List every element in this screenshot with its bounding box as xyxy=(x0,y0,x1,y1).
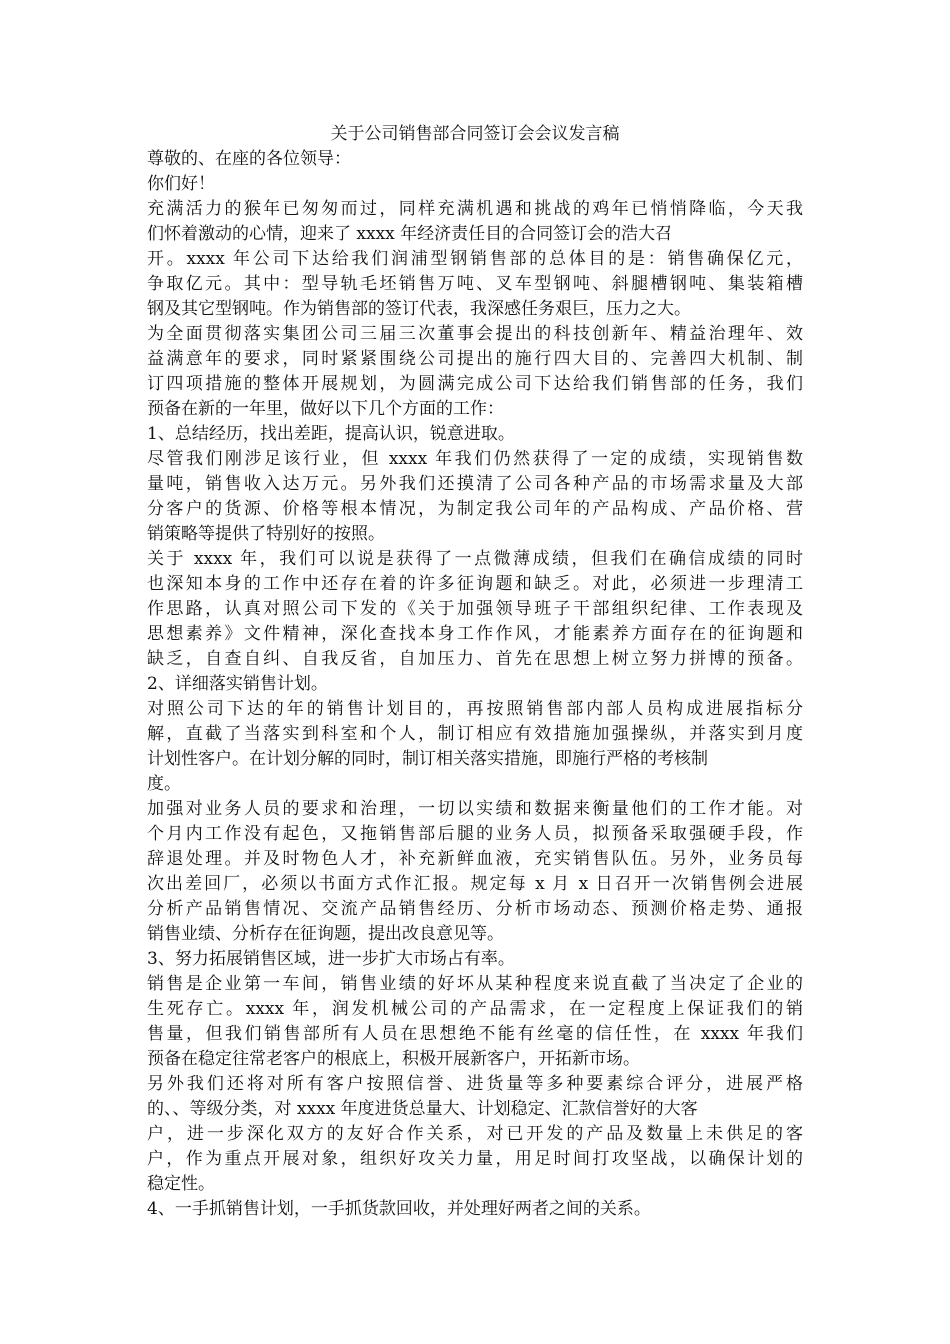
text-line: 益满意年的要求，同时紧紧围绕公司提出的施行四大目的、完善四大机制、制 xyxy=(147,349,803,369)
text-line: 也深知本身的工作中还存在着的许多征询题和缺乏。对此，必须进一步理清工 xyxy=(147,574,803,594)
text-line: 2、详细落实销售计划。 xyxy=(147,674,328,694)
text-line: 预备在新的一年里，做好以下几个方面的工作： xyxy=(147,399,504,419)
text-line: 量吨，销售收入达万元。另外我们还摸清了公司各种产品的市场需求量及大部 xyxy=(147,474,803,494)
text-line: 次出差回厂，必须以书面方式作汇报。规定每 x 月 x 日召开一次销售例会进展 xyxy=(147,874,803,894)
text-line: 尽管我们刚涉足该行业，但 xxxx 年我们仍然获得了一定的成绩，实现销售数 xyxy=(147,449,803,469)
text-line: 为全面贯彻落实集团公司三届三次董事会提出的科技创新年、精益治理年、效 xyxy=(147,324,803,344)
text-line: 个月内工作没有起色，又拖销售部后腿的业务人员，拟预备采取强硬手段，作 xyxy=(147,824,803,844)
document-title: 关于公司销售部合同签订会会议发言稿 xyxy=(330,124,620,144)
text-line: 售量，但我们销售部所有人员在思想绝不能有丝毫的信任性，在 xxxx 年我们 xyxy=(147,1024,803,1044)
text-line: 争取亿元。其中：型导轨毛坯销售万吨、叉车型钢吨、斜腿槽钢吨、集装箱槽 xyxy=(147,274,803,294)
text-line: 辞退处理。并及时物色人才，补充新鲜血液，充实销售队伍。另外，业务员每 xyxy=(147,849,803,869)
text-line: 开。xxxx 年公司下达给我们润浦型钢销售部的总体目的是：销售确保亿元， xyxy=(147,249,803,269)
text-line: 思想素养》文件精神，深化查找本身工作作风，才能素养方面存在的征询题和 xyxy=(147,624,803,644)
text-line: 加强对业务人员的要求和治理，一切以实绩和数据来衡量他们的工作才能。对 xyxy=(147,799,803,819)
text-line: 订四项措施的整体开展规划，为圆满完成公司下达给我们销售部的任务，我们 xyxy=(147,374,803,394)
text-line: 3、努力拓展销售区域，进一步扩大市场占有率。 xyxy=(147,949,515,969)
text-line: 们怀着激动的心情，迎来了 xxxx 年经济责任目的合同签订会的浩大召 xyxy=(147,224,673,244)
text-line: 1、总结经历，找出差距，提高认识，锐意进取。 xyxy=(147,424,515,444)
text-line: 的、、等级分类，对 xxxx 年度进货总量大、计划稳定、汇款信誉好的大客 xyxy=(147,1099,698,1119)
text-line: 户，进一步深化双方的友好合作关系，对已开发的产品及数量上未供足的客 xyxy=(147,1124,803,1144)
text-line: 作思路，认真对照公司下发的《关于加强领导班子干部组织纪律、工作表现及 xyxy=(147,599,803,619)
text-line: 另外我们还将对所有客户按照信誉、进货量等多种要素综合评分，进展严格 xyxy=(147,1074,803,1094)
text-line: 钢及其它型钢吨。作为销售部的签订代表，我深感任务艰巨，压力之大。 xyxy=(147,299,691,319)
text-line: 对照公司下达的年的销售计划目的，再按照销售部内部人员构成进展指标分 xyxy=(147,699,803,719)
text-line: 解，直截了当落实到科室和个人，制订相应有效措施加强操纵，并落实到月度 xyxy=(147,724,803,744)
text-line: 分客户的货源、价格等根本情况，为制定我公司年的产品构成、产品价格、营 xyxy=(147,499,803,519)
text-line: 生死存亡。xxxx 年，润发机械公司的产品需求，在一定程度上保证我们的销 xyxy=(147,999,803,1019)
text-line: 预备在稳定往常老客户的根底上，积极开展新客户，开拓新市场。 xyxy=(147,1049,640,1069)
text-line: 销售业绩、分析存在征询题，提出改良意见等。 xyxy=(147,924,504,944)
text-line: 缺乏，自查自纠、自我反省，自加压力、首先在思想上树立努力拼博的预备。 xyxy=(147,649,803,669)
text-line: 销策略等提供了特别好的按照。 xyxy=(147,524,385,544)
text-line: 销售是企业第一车间，销售业绩的好坏从某种程度来说直截了当决定了企业的 xyxy=(147,974,803,994)
text-line: 关于 xxxx 年，我们可以说是获得了一点微薄成绩，但我们在确信成绩的同时 xyxy=(147,549,803,569)
text-line: 你们好！ xyxy=(147,174,215,194)
text-line: 4、一手抓销售计划，一手抓货款回收，并处理好两者之间的关系。 xyxy=(147,1199,651,1219)
document-page xyxy=(147,122,803,1222)
text-line: 尊敬的、在座的各位领导： xyxy=(147,149,351,169)
text-line: 充满活力的猴年已匆匆而过，同样充满机遇和挑战的鸡年已悄悄降临，今天我 xyxy=(147,199,803,219)
text-line: 分析产品销售情况、交流产品销售经历、分析市场动态、预测价格走势、通报 xyxy=(147,899,803,919)
text-line: 度。 xyxy=(147,774,181,794)
text-line: 户，作为重点开展对象，组织好攻关力量，用足时间打攻坚战，以确保计划的 xyxy=(147,1149,803,1169)
document-body xyxy=(147,147,803,1222)
text-line: 计划性客户。在计划分解的同时，制订相关落实措施，即施行严格的考核制 xyxy=(147,749,708,769)
text-line: 稳定性。 xyxy=(147,1174,215,1194)
